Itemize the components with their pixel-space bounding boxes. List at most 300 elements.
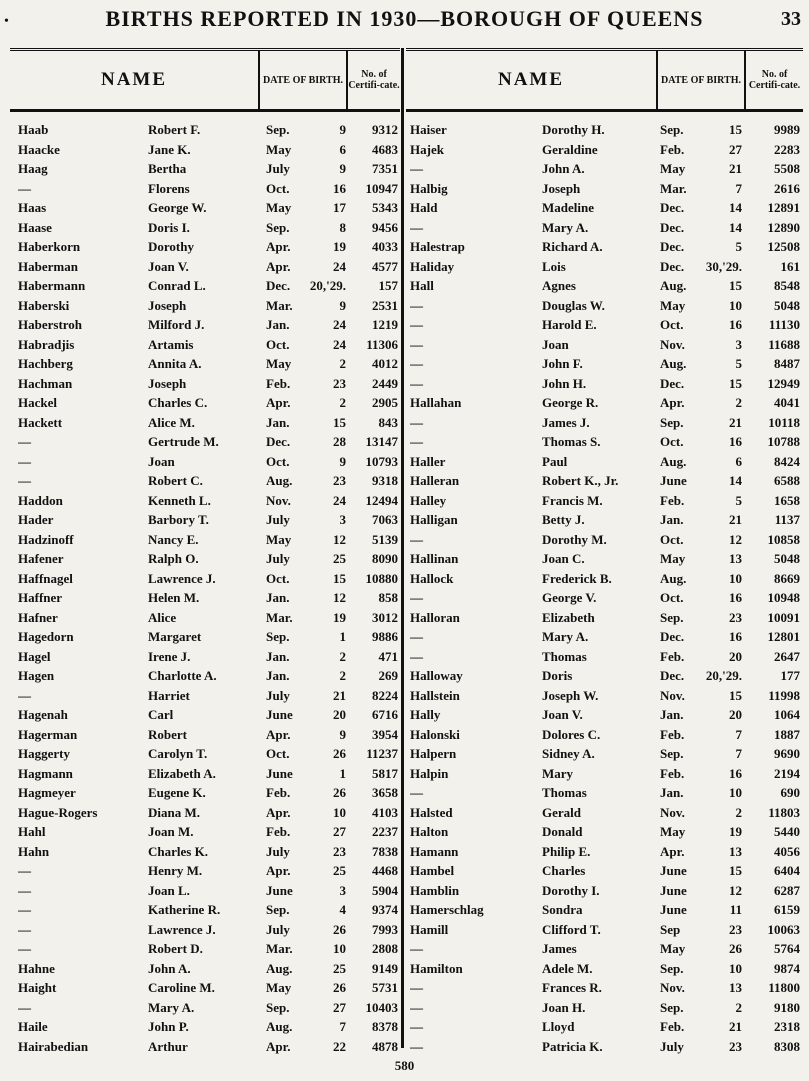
given-name: Lawrence J. — [148, 921, 216, 937]
certificate-number: 1887 — [774, 726, 800, 742]
birth-day: 25 — [333, 960, 346, 976]
birth-day: 4 — [339, 902, 346, 917]
given-name: Conrad L. — [148, 278, 206, 293]
certificate-number: 7993 — [372, 921, 398, 937]
given-name: Sidney A. — [542, 746, 595, 761]
given-name: George R. — [542, 395, 599, 410]
surname: Haight — [18, 980, 57, 995]
birth-day: 23 — [729, 921, 742, 937]
birth-day: 5 — [735, 239, 742, 254]
birth-month: June — [660, 473, 687, 488]
record-row — [18, 161, 398, 181]
surname: Haddon — [18, 492, 63, 508]
record-row — [18, 415, 398, 435]
certificate-number: 2237 — [372, 824, 398, 839]
record-row — [410, 415, 802, 435]
surname: — — [18, 999, 31, 1015]
birth-month: May — [660, 941, 686, 956]
record-row — [410, 980, 802, 1000]
certificate-number: 5508 — [774, 161, 800, 176]
birth-month: Dec. — [660, 668, 685, 683]
given-name: Robert K., Jr. — [542, 473, 619, 488]
surname: Hague-Rogers — [18, 804, 98, 820]
certificate-number: 8487 — [774, 356, 800, 371]
surname: — — [410, 980, 423, 995]
record-row — [18, 200, 398, 220]
given-name: Harriet — [148, 687, 190, 703]
date-header: DATE OF BIRTH. — [258, 51, 346, 109]
record-row — [410, 688, 802, 708]
surname: — — [410, 356, 423, 371]
record-row — [18, 454, 398, 474]
birth-month: Sep. — [660, 999, 684, 1015]
given-name: Adele M. — [542, 960, 593, 976]
record-row — [18, 805, 398, 825]
given-name: Dorothy I. — [542, 882, 600, 898]
given-name: James — [542, 941, 577, 956]
birth-month: Feb. — [660, 726, 685, 742]
given-name: George W. — [148, 200, 207, 215]
birth-day: 3 — [339, 512, 346, 527]
given-name: Joseph — [542, 180, 581, 196]
certificate-number: 3658 — [372, 785, 398, 800]
surname: — — [410, 375, 423, 391]
birth-day: 15 — [333, 570, 346, 586]
birth-day: 9 — [339, 297, 346, 313]
birth-day: 7 — [735, 746, 742, 761]
birth-month: Feb. — [266, 824, 291, 839]
record-row — [18, 512, 398, 532]
surname: Hally — [410, 707, 441, 722]
given-name: John A. — [148, 960, 191, 976]
surname: — — [18, 941, 31, 956]
surname: Hachberg — [18, 356, 73, 371]
date-header: DATE OF BIRTH. — [656, 51, 744, 109]
birth-month: Dec. — [266, 434, 291, 449]
surname: Hamann — [410, 843, 459, 859]
certificate-number: 10880 — [365, 570, 398, 586]
certificate-number: 2905 — [372, 395, 398, 410]
record-row — [410, 961, 802, 981]
certificate-number: 11998 — [768, 687, 800, 703]
cert-header: No. of Certifi-cate. — [346, 51, 400, 109]
certificate-number: 4878 — [372, 1038, 398, 1054]
surname: — — [410, 531, 423, 547]
surname: Hallock — [410, 570, 454, 586]
given-name: John P. — [148, 1019, 189, 1034]
surname: Halleran — [410, 473, 460, 488]
given-name: Lawrence J. — [148, 570, 216, 586]
surname: Haile — [18, 1019, 48, 1034]
record-row — [410, 1019, 802, 1039]
birth-day: 15 — [333, 414, 346, 430]
given-name: Artamis — [148, 336, 194, 352]
given-name: Joan — [148, 453, 175, 469]
certificate-number: 11803 — [768, 804, 800, 820]
certificate-number: 8378 — [372, 1019, 398, 1034]
surname: Hader — [18, 512, 54, 527]
certificate-number: 690 — [780, 785, 800, 800]
certificate-number: 6588 — [774, 473, 800, 488]
given-name: Henry M. — [148, 863, 203, 878]
record-row — [410, 200, 802, 220]
birth-month: Apr. — [660, 843, 685, 859]
record-row — [410, 395, 802, 415]
given-name: Lloyd — [542, 1019, 575, 1034]
surname: — — [410, 999, 423, 1015]
given-name: Joan — [542, 336, 569, 352]
given-name: Douglas W. — [542, 297, 605, 313]
birth-month: May — [266, 531, 292, 547]
birth-month: Nov. — [660, 980, 685, 995]
record-row — [410, 1000, 802, 1020]
record-row — [410, 922, 802, 942]
birth-day: 16 — [729, 434, 742, 449]
birth-day: 26 — [333, 746, 346, 761]
surname: — — [18, 863, 31, 878]
birth-day: 3 — [735, 336, 742, 352]
birth-month: Nov. — [266, 492, 291, 508]
birth-month: Sep. — [266, 902, 290, 917]
certificate-number: 177 — [780, 668, 800, 683]
given-name: John H. — [542, 375, 587, 391]
surname: Hallahan — [410, 395, 462, 410]
surname: Haase — [18, 219, 52, 235]
surname: Haliday — [410, 258, 455, 274]
certificate-number: 8224 — [372, 687, 398, 703]
given-name: Paul — [542, 453, 568, 469]
record-row — [410, 649, 802, 669]
birth-month: Feb. — [660, 765, 685, 781]
certificate-number: 6716 — [372, 707, 398, 722]
record-row — [18, 142, 398, 162]
page-number-top: 33 — [781, 8, 801, 30]
given-name: Philip E. — [542, 843, 591, 859]
birth-month: Aug. — [660, 278, 687, 293]
given-name: Arthur — [148, 1038, 188, 1054]
given-name: Joan H. — [542, 999, 586, 1015]
birth-day: 23 — [729, 609, 742, 625]
certificate-number: 9874 — [774, 960, 800, 976]
certificate-number: 1658 — [774, 492, 800, 508]
certificate-number: 5048 — [774, 297, 800, 313]
surname: — — [18, 180, 31, 196]
birth-day: 12 — [729, 531, 742, 547]
surname: — — [410, 161, 423, 176]
certificate-number: 8308 — [774, 1038, 800, 1054]
birth-month: Mar. — [266, 941, 293, 956]
surname: Halpern — [410, 746, 457, 761]
given-name: Geraldine — [542, 141, 598, 157]
certificate-number: 471 — [378, 648, 398, 664]
birth-day: 26 — [333, 980, 346, 995]
record-row — [410, 610, 802, 630]
birth-day: 12 — [333, 590, 346, 605]
given-name: Thomas S. — [542, 434, 601, 449]
birth-day: 2 — [339, 648, 346, 664]
birth-day: 15 — [729, 687, 742, 703]
birth-day: 19 — [729, 824, 742, 839]
birth-month: June — [660, 902, 687, 917]
birth-day: 10 — [729, 297, 742, 313]
birth-day: 2 — [735, 395, 742, 410]
birth-month: Apr. — [266, 1038, 291, 1054]
certificate-number: 5139 — [372, 531, 398, 547]
birth-day: 27 — [729, 141, 742, 157]
surname: Hagel — [18, 648, 51, 664]
given-name: Kenneth L. — [148, 492, 211, 508]
name-header: NAME — [100, 69, 168, 90]
given-name: Irene J. — [148, 648, 191, 664]
birth-day: 21 — [333, 687, 346, 703]
given-name: Thomas — [542, 648, 587, 664]
margin-mark: • — [4, 14, 9, 29]
surname: Haller — [410, 453, 446, 469]
birth-day: 19 — [333, 609, 346, 625]
record-row — [18, 298, 398, 318]
given-name: Mary A. — [542, 629, 589, 644]
surname: — — [410, 297, 423, 313]
birth-month: June — [266, 882, 293, 898]
birth-month: Dec. — [660, 375, 685, 391]
surname: — — [410, 590, 423, 605]
given-name: Thomas — [542, 785, 587, 800]
surname: — — [410, 941, 423, 956]
given-name: Annita A. — [148, 356, 202, 371]
record-row — [410, 785, 802, 805]
birth-month: Oct. — [660, 590, 684, 605]
certificate-number: 12949 — [767, 375, 800, 391]
given-name: Dorothy — [148, 239, 194, 254]
certificate-number: 5440 — [774, 824, 800, 839]
birth-month: Sep. — [266, 999, 290, 1015]
birth-day: 5 — [735, 356, 742, 371]
birth-month: Sep. — [660, 414, 684, 430]
surname: — — [410, 414, 423, 430]
certificate-number: 858 — [378, 590, 398, 605]
birth-month: Aug. — [266, 1019, 293, 1034]
birth-month: Apr. — [660, 395, 685, 410]
certificate-number: 9886 — [372, 629, 398, 644]
certificate-number: 5764 — [774, 941, 800, 956]
surname: Hagmeyer — [18, 785, 76, 800]
certificate-number: 1219 — [372, 317, 398, 332]
record-row — [18, 395, 398, 415]
birth-day: 13 — [729, 551, 742, 566]
given-name: Jane K. — [148, 141, 191, 157]
surname: Halonski — [410, 726, 460, 742]
surname: — — [410, 434, 423, 449]
birth-month: June — [660, 882, 687, 898]
certificate-number: 3012 — [372, 609, 398, 625]
given-name: Charles C. — [148, 395, 208, 410]
given-name: Joan V. — [148, 258, 189, 274]
certificate-number: 4056 — [774, 843, 800, 859]
record-row — [18, 961, 398, 981]
record-row — [18, 668, 398, 688]
surname: Hahl — [18, 824, 46, 839]
given-name: Ralph O. — [148, 551, 199, 566]
record-row — [410, 941, 802, 961]
birth-day: 7 — [339, 1019, 346, 1034]
record-row — [18, 941, 398, 961]
given-name: Joan M. — [148, 824, 194, 839]
birth-day: 2 — [735, 999, 742, 1015]
record-row — [18, 220, 398, 240]
record-row — [18, 493, 398, 513]
certificate-number: 4033 — [372, 239, 398, 254]
given-name: Charlotte A. — [148, 668, 217, 683]
birth-month: May — [660, 551, 686, 566]
record-row — [410, 551, 802, 571]
record-row — [18, 1019, 398, 1039]
birth-day: 23 — [333, 843, 346, 859]
surname: — — [18, 453, 31, 469]
birth-day: 2 — [735, 804, 742, 820]
certificate-number: 8669 — [774, 570, 800, 586]
record-row — [18, 337, 398, 357]
record-row — [410, 902, 802, 922]
given-name: Doris — [542, 668, 573, 683]
birth-day: 15 — [729, 375, 742, 391]
certificate-number: 6287 — [774, 882, 800, 898]
birth-month: July — [266, 921, 290, 937]
surname: Hamill — [410, 921, 449, 937]
given-name: Florens — [148, 180, 190, 196]
record-row — [410, 454, 802, 474]
birth-day: 16 — [333, 180, 346, 196]
given-name: Joan L. — [148, 882, 190, 898]
birth-month: Dec. — [660, 239, 685, 254]
surname: Hagmann — [18, 765, 73, 781]
birth-month: Jan. — [660, 707, 684, 722]
surname: Haag — [18, 161, 48, 176]
birth-month: May — [660, 297, 686, 313]
record-row — [410, 883, 802, 903]
given-name: Robert D. — [148, 941, 203, 956]
birth-day: 23 — [333, 473, 346, 488]
birth-month: Aug. — [266, 473, 293, 488]
given-name: Katherine R. — [148, 902, 221, 917]
birth-month: Jan. — [266, 414, 290, 430]
record-row — [18, 239, 398, 259]
birth-month: Oct. — [266, 453, 290, 469]
birth-day: 20 — [729, 707, 742, 722]
certificate-number: 2808 — [372, 941, 398, 956]
surname: Halley — [410, 492, 447, 508]
record-row — [410, 707, 802, 727]
surname: Haberkorn — [18, 239, 81, 254]
record-row — [18, 1039, 398, 1059]
given-name: Margaret — [148, 629, 202, 644]
certificate-number: 5904 — [372, 882, 398, 898]
birth-month: May — [266, 980, 292, 995]
birth-day: 14 — [729, 219, 742, 235]
certificate-number: 13147 — [365, 434, 398, 449]
surname: Hamerschlag — [410, 902, 484, 917]
birth-month: Sep. — [660, 609, 684, 625]
birth-day: 11 — [729, 902, 742, 917]
record-row — [18, 629, 398, 649]
given-name: Robert F. — [148, 122, 201, 137]
birth-day: 27 — [333, 999, 346, 1015]
birth-month: June — [266, 765, 293, 781]
surname: Hald — [410, 200, 438, 215]
given-name: Helen M. — [148, 590, 200, 605]
record-row — [18, 863, 398, 883]
given-name: Barbory T. — [148, 512, 209, 527]
birth-month: May — [660, 824, 686, 839]
surname: Hagenah — [18, 707, 68, 722]
surname: Haacke — [18, 141, 60, 157]
record-row — [410, 434, 802, 454]
birth-month: Oct. — [266, 180, 290, 196]
record-row — [410, 239, 802, 259]
surname: Halpin — [410, 765, 449, 781]
certificate-number: 12508 — [767, 239, 800, 254]
surname: — — [410, 785, 423, 800]
given-name: George V. — [542, 590, 597, 605]
birth-month: Feb. — [660, 1019, 685, 1034]
record-row — [18, 181, 398, 201]
surname: Hamblin — [410, 882, 460, 898]
birth-day: 10 — [333, 941, 346, 956]
certificate-number: 6159 — [774, 902, 800, 917]
birth-day: 10 — [333, 804, 346, 820]
record-row — [410, 512, 802, 532]
certificate-number: 1137 — [774, 512, 800, 527]
record-row — [18, 766, 398, 786]
surname: — — [18, 473, 31, 488]
certificate-number: 10793 — [365, 453, 398, 469]
surname: Habermann — [18, 278, 86, 293]
birth-month: Jan. — [266, 668, 290, 683]
surname: Haberstroh — [18, 317, 83, 332]
given-name: Robert C. — [148, 473, 203, 488]
given-name: Frederick B. — [542, 570, 612, 586]
given-name: Alice M. — [148, 414, 195, 430]
birth-day: 15 — [729, 278, 742, 293]
right-column-header — [406, 48, 803, 112]
surname: Hahn — [18, 843, 50, 859]
certificate-number: 11237 — [366, 746, 398, 761]
birth-day: 14 — [729, 473, 742, 488]
birth-day: 9 — [339, 726, 346, 742]
birth-month: July — [266, 687, 290, 703]
given-name: Mary A. — [542, 219, 589, 235]
birth-month: Mar. — [266, 609, 293, 625]
certificate-number: 11800 — [768, 980, 800, 995]
birth-month: Sep — [660, 921, 681, 937]
surname: Hafener — [18, 551, 64, 566]
certificate-number: 5817 — [372, 765, 398, 781]
given-name: Charles — [542, 863, 586, 878]
page-title: BIRTHS REPORTED IN 1930—BOROUGH OF QUEENS — [105, 6, 704, 31]
birth-month: Apr. — [266, 258, 291, 274]
record-row — [410, 161, 802, 181]
birth-month: Dec. — [660, 200, 685, 215]
given-name: Dolores C. — [542, 726, 601, 742]
birth-day: 23 — [333, 375, 346, 391]
birth-day: 3 — [339, 882, 346, 898]
record-row — [410, 805, 802, 825]
certificate-number: 12494 — [365, 492, 398, 508]
given-name: Frances R. — [542, 980, 602, 995]
certificate-number: 12890 — [767, 219, 800, 235]
birth-day: 13 — [729, 980, 742, 995]
surname: Halbig — [410, 180, 448, 196]
surname: — — [18, 687, 31, 703]
